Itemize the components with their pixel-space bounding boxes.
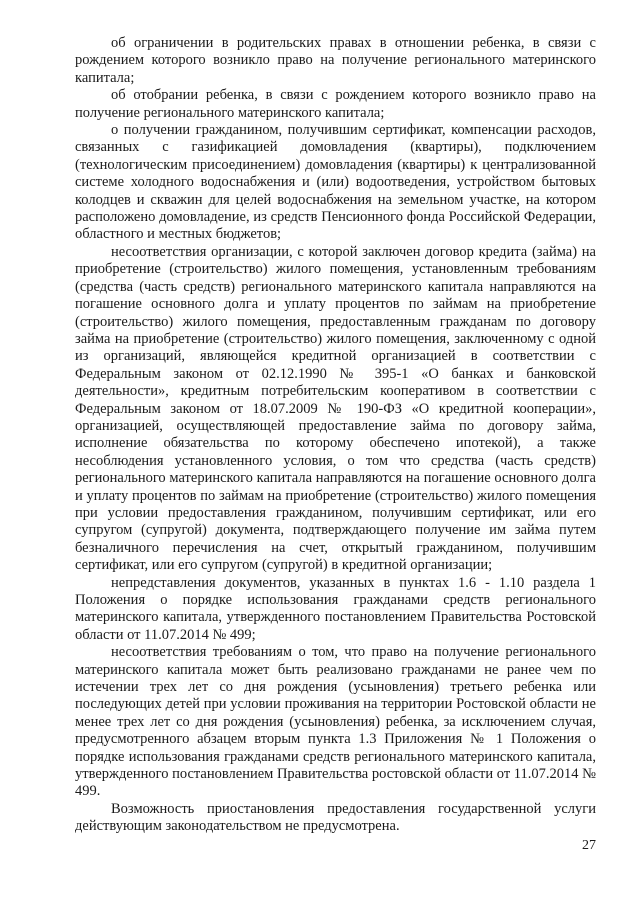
paragraph-suspension-not-provided: Возможность приостановления предоставления государственной услуги действующим законодательством не предусмотрена.	[75, 800, 596, 835]
paragraph-child-removal: об отобрании ребенка, в связи с рождением которого возникло право на получение регионального материнского капитала;	[75, 87, 596, 121]
paragraph-parental-rights-restriction: об ограничении в родительских правах в отношении ребенка, в связи с рождением которого возникло право на получение регионального материнского капитала;	[75, 35, 596, 86]
document-page	[75, 35, 596, 836]
paragraph-credit-organization-mismatch: несоответствия организации, с которой заключен договор кредита (займа) на приобретение (строительство) жилого помещения, установленным требованиям (средства (часть средств) регионального материнского капитала направляются на погашение основного долга и уплату процентов по займам на приобретение (строительство) жилого помещения, предоставленным гражданам по договору займа на приобретение (строительство) жилого помещения, заключенному с одной из организаций, являющейся кредитной организацией в соответствии с Федеральным законом от 02.12.1990 № 395-1 «О банках и банковской деятельности», кредитным потребительским кооперативом в соответствии с Федеральным законом от 18.07.2009 № 190-ФЗ «О кредитной кооперации», организацией, осуществляющей предоставление займа по договору займа, исполнение обязательства по которому обеспечено ипотекой), а также несоблюдения установленного условия, о том что средства (часть средств) регионального материнского капитала направляются на погашение основного долга и уплату процентов по займам на приобретение (строительство) жилого помещения при условии предоставления гражданином, получившим сертификат, или его супругом (супругой) документа, подтверждающего получение им займа путем безналичного перечисления на счет, открытый гражданином, получившим сертификат, или его супругом (супругой) в кредитной организации;	[75, 243, 596, 574]
page-number: 27	[582, 838, 596, 853]
paragraph-documents-not-submitted: непредставления документов, указанных в пунктах 1.6 - 1.10 раздела 1 Положения о порядке использования гражданами средств регионального материнского капитала, утвержденного постановлением Правительства Ростовской области от 11.07.2014 № 499;	[75, 574, 596, 643]
paragraph-requirements-mismatch: несоответствия требованиям о том, что право на получение регионального материнского капитала может быть реализовано гражданами не ранее чем по истечении трех лет со дня рождения (усыновления) третьего ребенка или последующих детей при условии проживания на территории Ростовской области не менее трех лет со дня рождения (усыновления) ребенка, за исключением случая, предусмотренного абзацем вторым пункта 1.3 Приложения № 1 Положения о порядке использования гражданами средств регионального материнского капитала, утвержденного постановлением Правительства ростовской области от 11.07.2014 № 499.	[75, 644, 596, 800]
paragraph-gasification-compensation: о получении гражданином, получившим сертификат, компенсации расходов, связанных с газификацией домовладения (квартиры), подключением (технологическим присоединением) домовладения (квартиры) к централизованной системе холодного водоснабжения и (или) водоотведения, устройством бытовых колодцев и скважин для целей водоснабжения на земельном участке, на котором расположено домовладение, из средств Пенсионного фонда Российской Федерации, областного и местных бюджетов;	[75, 122, 596, 243]
